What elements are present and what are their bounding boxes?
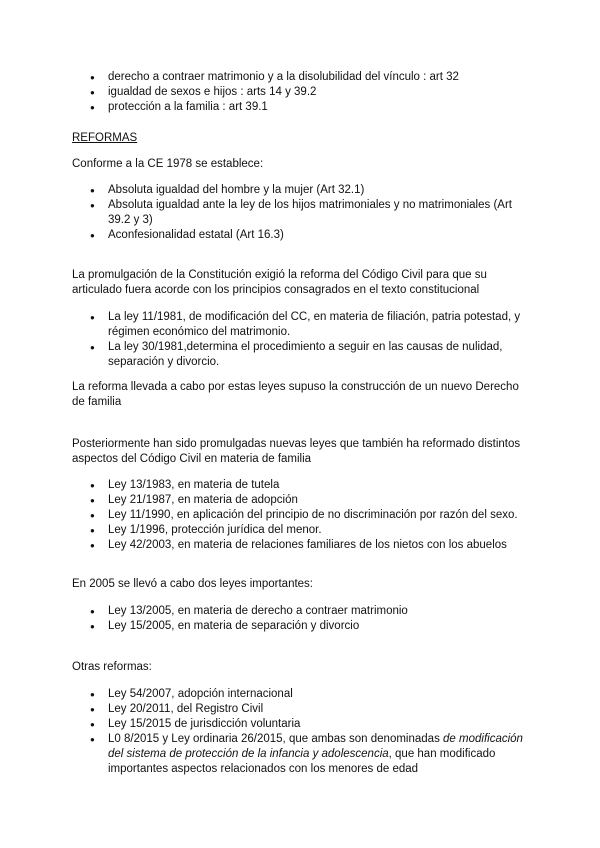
- posteriormente-paragraph: Posteriormente han sido promulgadas nuevas leyes que también ha reformado distintos aspectos del Código Civil en materia de familia: [72, 438, 521, 465]
- list-item: ● Ley 15/2005, en materia de separación y divorcio: [72, 619, 534, 634]
- text-run: L0 8/2015 y Ley ordinaria 26/2015, que ambas son denominadas: [108, 733, 444, 745]
- list-item: ● Absoluta igualdad ante la ley de los hijos matrimoniales y no matrimoniales (Art 39.2 y 3): [72, 198, 534, 228]
- list-item: ● Ley 21/1987, en materia de adopción: [72, 493, 534, 508]
- reformas-heading: REFORMAS: [72, 132, 138, 144]
- list-item: ● Ley 13/1983, en materia de tutela: [72, 478, 534, 493]
- list-item-proteccion-infancia: [72, 732, 534, 777]
- leyes-2005-list: [72, 604, 534, 634]
- italic-law-title: de modificación del sistema de protección de la infancia y adolescencia: [108, 733, 523, 760]
- list-item: ● Ley 13/2005, en materia de derecho a contraer matrimonio: [72, 604, 534, 619]
- list-item: ● Ley 15/2015 de jurisdicción voluntaria: [72, 717, 534, 732]
- leyes-1981-list: [72, 310, 534, 370]
- list-item: ● La ley 30/1981,determina el procedimiento a seguir en las causas de nulidad, separación y divorcio.: [72, 340, 534, 370]
- list-item: ● protección a la familia : art 39.1: [72, 100, 534, 115]
- list-item: ● Ley 1/1996, protección jurídica del menor.: [72, 523, 534, 538]
- list-item: ● Ley 42/2003, en materia de relaciones familiares de los nietos con los abuelos: [72, 538, 534, 553]
- list-item: ● Ley 54/2007, adopción internacional: [72, 687, 534, 702]
- ce-intro: Conforme a la CE 1978 se establece:: [72, 158, 264, 170]
- list-item: ● igualdad de sexos e hijos : arts 14 y 39.2: [72, 85, 534, 100]
- leyes-2005-intro: En 2005 se llevó a cabo dos leyes importantes:: [72, 578, 314, 590]
- list-item: ● derecho a contraer matrimonio y a la disolubilidad del vínculo : art 32: [72, 70, 534, 85]
- promulgacion-paragraph: La promulgación de la Constitución exigió la reforma del Código Civil para que su articulado fuera acorde con los principios consagrados en el texto constitucional: [72, 269, 487, 296]
- otras-reformas-list: [72, 687, 534, 777]
- text-run: , que han modificado importantes aspectos relacionados con los menores de edad: [108, 748, 496, 775]
- nuevas-leyes-list: [72, 478, 534, 553]
- list-item: ● Absoluta igualdad del hombre y la mujer (Art 32.1): [72, 183, 534, 198]
- list-item: ● Ley 11/1990, en aplicación del principio de no discriminación por razón del sexo.: [72, 508, 534, 523]
- list-item: ● La ley 11/1981, de modificación del CC, en materia de filiación, patria potestad, y régimen económico del matrimonio.: [72, 310, 534, 340]
- list-item: ● Ley 20/2011, del Registro Civil: [72, 702, 534, 717]
- otras-intro: Otras reformas:: [72, 661, 152, 673]
- reforma-paragraph: La reforma llevada a cabo por estas leyes supuso la construcción de un nuevo Derecho de familia: [72, 381, 519, 408]
- list-item: ● Aconfesionalidad estatal (Art 16.3): [72, 228, 534, 243]
- top-bullet-list: [72, 70, 534, 115]
- ce-bullet-list: [72, 183, 534, 243]
